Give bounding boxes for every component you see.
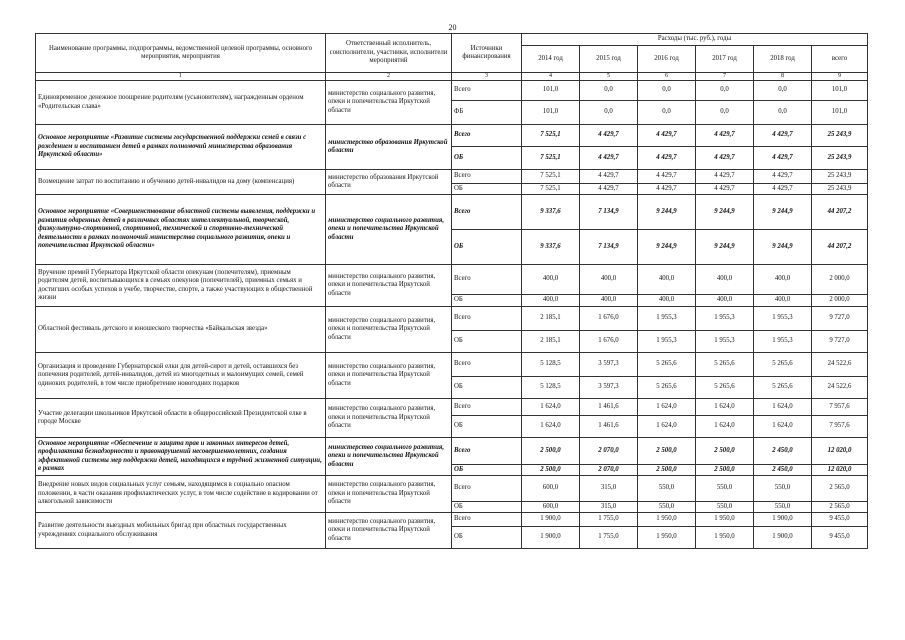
total-value: 44 207,2 [812, 195, 868, 230]
column-index: 2 [326, 73, 452, 81]
year-value: 400,0 [754, 265, 812, 295]
column-index: 6 [638, 73, 696, 81]
total-value: 2 000,0 [812, 265, 868, 295]
year-value: 2 070,0 [580, 438, 638, 465]
year-value: 5 128,5 [522, 353, 580, 377]
year-value: 4 429,7 [638, 170, 696, 184]
funding-source: Всего [452, 265, 522, 295]
year-value: 1 624,0 [522, 416, 580, 438]
table-row [36, 438, 868, 465]
year-value: 4 429,7 [754, 125, 812, 147]
year-value: 7 525,1 [522, 147, 580, 170]
executor: министерство социального развития, опеки и попечительства Иркутской области [326, 195, 452, 265]
year-value: 2 185,1 [522, 331, 580, 353]
year-value: 2 500,0 [522, 438, 580, 465]
funding-source: ОБ [452, 230, 522, 265]
year-value: 4 429,7 [638, 184, 696, 195]
funding-source: ОБ [452, 184, 522, 195]
funding-source: Всего [452, 399, 522, 416]
year-value: 4 429,7 [696, 147, 754, 170]
executor: министерство социального развития, опеки и попечительства Иркутской области [326, 513, 452, 549]
year-value: 2 500,0 [638, 465, 696, 476]
funding-source: Всего [452, 476, 522, 502]
year-value: 2 500,0 [696, 438, 754, 465]
funding-source: ОБ [452, 502, 522, 513]
year-value: 1 900,0 [754, 513, 812, 527]
year-value: 1 955,3 [638, 331, 696, 353]
funding-source: Всего [452, 438, 522, 465]
header-name: Наименование программы, подпрограммы, ведомственной целевой программы, основного мероприятия, мероприятия [36, 34, 326, 73]
measure-name: Вручение премий Губернатора Иркутской области опекунам (попечителям), приемным родителям детей, воспитывающихся в семьях опекунов (попечителей), приемных семьях и достигших особых успехов в учебе, творчестве, спорте, а также участвующих в общественной жизни [36, 265, 326, 307]
year-value: 2 450,0 [754, 465, 812, 476]
year-value: 1 461,6 [580, 416, 638, 438]
year-value: 4 429,7 [580, 184, 638, 195]
year-value: 0,0 [580, 81, 638, 101]
measure-name: Областной фестиваль детского и юношеского творчества «Байкальская звезда» [36, 307, 326, 353]
year-value: 0,0 [754, 101, 812, 125]
year-value: 1 950,0 [696, 527, 754, 549]
total-value: 101,0 [812, 101, 868, 125]
column-index: 8 [754, 73, 812, 81]
executor: министерство образования Иркутской области [326, 170, 452, 195]
executor: министерство социального развития, опеки и попечительства Иркутской области [326, 476, 452, 513]
column-index: 4 [522, 73, 580, 81]
measure-name: Основное мероприятие «Обеспечение и защита прав и законных интересов детей, профилактика безнадзорности и правонарушений несовершеннолетних, создания эффективной системы мер поддержки детей, находящихся в трудной жизненной ситуации, в рамках [36, 438, 326, 476]
funding-source: ОБ [452, 377, 522, 399]
total-value: 7 957,6 [812, 416, 868, 438]
year-value: 1 624,0 [754, 416, 812, 438]
year-value: 1 624,0 [638, 416, 696, 438]
funding-source: Всего [452, 513, 522, 527]
funding-source: Всего [452, 307, 522, 331]
table-row [36, 81, 868, 101]
year-value: 400,0 [522, 295, 580, 307]
year-value: 2 070,0 [580, 465, 638, 476]
year-value: 0,0 [754, 81, 812, 101]
measure-name: Основное мероприятие «Развитие системы государственной поддержки семей в связи с рождением и воспитанием детей в рамках полномочий министерства образования Иркутской области» [36, 125, 326, 170]
total-value: 9 727,0 [812, 307, 868, 331]
year-value: 3 597,3 [580, 353, 638, 377]
table-row [36, 399, 868, 416]
year-value: 1 955,3 [754, 307, 812, 331]
executor: министерство образования Иркутской области [326, 125, 452, 170]
table-row [36, 170, 868, 184]
year-value: 550,0 [638, 502, 696, 513]
year-value: 4 429,7 [696, 170, 754, 184]
column-index: 1 [36, 73, 326, 81]
table-row [36, 265, 868, 295]
total-value: 25 243,9 [812, 147, 868, 170]
year-value: 5 265,6 [754, 353, 812, 377]
funding-source: ОБ [452, 416, 522, 438]
measure-name: Основное мероприятие «Совершенствование областной системы выявления, поддержки и развития одаренных детей в различных областях интеллектуальной, творческой, физкультурно-спортивной, спортивной, технической и спортивно-технической деятельности в рамках полномочий министерства социального развития, опеки и попечительства Иркутской области» [36, 195, 326, 265]
year-value: 400,0 [754, 295, 812, 307]
total-value: 24 522,6 [812, 353, 868, 377]
total-value: 2 565,0 [812, 476, 868, 502]
year-value: 1 755,0 [580, 513, 638, 527]
year-value: 1 755,0 [580, 527, 638, 549]
total-value: 9 455,0 [812, 513, 868, 527]
total-value: 2 000,0 [812, 295, 868, 307]
year-value: 9 244,9 [696, 230, 754, 265]
table-row [36, 195, 868, 230]
total-value: 9 727,0 [812, 331, 868, 353]
year-value: 4 429,7 [638, 147, 696, 170]
year-value: 1 676,0 [580, 307, 638, 331]
year-value: 3 597,3 [580, 377, 638, 399]
column-index: 5 [580, 73, 638, 81]
year-value: 1 955,3 [696, 331, 754, 353]
header-year: 2015 год [580, 46, 638, 73]
table-row [36, 307, 868, 331]
year-value: 400,0 [580, 265, 638, 295]
executor: министерство социального развития, опеки и попечительства Иркутской области [326, 438, 452, 476]
header-expenses: Расходы (тыс. руб.), годы [522, 34, 868, 46]
year-value: 101,0 [522, 81, 580, 101]
year-value: 9 244,9 [696, 195, 754, 230]
year-value: 1 950,0 [638, 527, 696, 549]
funding-source: ОБ [452, 295, 522, 307]
year-value: 7 525,1 [522, 170, 580, 184]
year-value: 2 450,0 [754, 438, 812, 465]
year-value: 2 500,0 [696, 465, 754, 476]
year-value: 1 900,0 [522, 527, 580, 549]
total-value: 12 020,0 [812, 465, 868, 476]
year-value: 1 900,0 [754, 527, 812, 549]
year-value: 400,0 [638, 265, 696, 295]
funding-source: ОБ [452, 527, 522, 549]
header-year: 2016 год [638, 46, 696, 73]
year-value: 0,0 [638, 101, 696, 125]
year-value: 5 265,6 [696, 353, 754, 377]
year-value: 1 955,3 [754, 331, 812, 353]
total-value: 9 455,0 [812, 527, 868, 549]
header-total: всего [812, 46, 868, 73]
total-value: 25 243,9 [812, 184, 868, 195]
total-value: 7 957,6 [812, 399, 868, 416]
year-value: 5 265,6 [696, 377, 754, 399]
total-value: 44 207,2 [812, 230, 868, 265]
total-value: 101,0 [812, 81, 868, 101]
year-value: 2 185,1 [522, 307, 580, 331]
funding-source: ОБ [452, 147, 522, 170]
column-index: 3 [452, 73, 522, 81]
year-value: 9 337,6 [522, 195, 580, 230]
year-value: 7 134,9 [580, 195, 638, 230]
executor: министерство социального развития, опеки и попечительства Иркутской области [326, 81, 452, 125]
table-row [36, 125, 868, 147]
year-value: 400,0 [580, 295, 638, 307]
year-value: 550,0 [696, 502, 754, 513]
total-value: 25 243,9 [812, 125, 868, 147]
year-value: 9 244,9 [638, 195, 696, 230]
year-value: 2 500,0 [522, 465, 580, 476]
year-value: 400,0 [696, 295, 754, 307]
expenses-table [35, 33, 868, 549]
total-value: 24 522,6 [812, 377, 868, 399]
year-value: 4 429,7 [754, 147, 812, 170]
year-value: 1 950,0 [696, 513, 754, 527]
header-year: 2018 год [754, 46, 812, 73]
measure-name: Единовременное денежное поощрение родителям (усыновителям), награжденным орденом «Родительская слава» [36, 81, 326, 125]
funding-source: Всего [452, 125, 522, 147]
year-value: 0,0 [696, 81, 754, 101]
table-row [36, 353, 868, 377]
year-value: 7 134,9 [580, 230, 638, 265]
header-source: Источники финансирования [452, 34, 522, 73]
year-value: 0,0 [696, 101, 754, 125]
year-value: 5 265,6 [638, 377, 696, 399]
year-value: 4 429,7 [696, 125, 754, 147]
year-value: 1 624,0 [522, 399, 580, 416]
year-value: 1 955,3 [638, 307, 696, 331]
year-value: 5 128,5 [522, 377, 580, 399]
year-value: 4 429,7 [754, 184, 812, 195]
year-value: 1 624,0 [696, 416, 754, 438]
executor: министерство социального развития, опеки и попечительства Иркутской области [326, 307, 452, 353]
measure-name: Возмещение затрат по воспитанию и обучению детей-инвалидов на дому (компенсация) [36, 170, 326, 195]
year-value: 550,0 [754, 476, 812, 502]
year-value: 1 676,0 [580, 331, 638, 353]
column-index: 9 [812, 73, 868, 81]
year-value: 550,0 [696, 476, 754, 502]
year-value: 400,0 [638, 295, 696, 307]
funding-source: ОБ [452, 331, 522, 353]
year-value: 101,0 [522, 101, 580, 125]
funding-source: Всего [452, 170, 522, 184]
year-value: 0,0 [580, 101, 638, 125]
table-row [36, 513, 868, 527]
funding-source: ФБ [452, 101, 522, 125]
executor: министерство социального развития, опеки и попечительства Иркутской области [326, 265, 452, 307]
table-row [36, 476, 868, 502]
year-value: 9 337,6 [522, 230, 580, 265]
column-index: 7 [696, 73, 754, 81]
year-value: 5 265,6 [754, 377, 812, 399]
year-value: 7 525,1 [522, 184, 580, 195]
year-value: 5 265,6 [638, 353, 696, 377]
total-value: 12 020,0 [812, 438, 868, 465]
measure-name: Внедрение новых видов социальных услуг семьям, находящимся в социально опасном положении, в части оказания профилактических услуг, в том числе содействие в кодировании от алкогольной зависимости [36, 476, 326, 513]
funding-source: ОБ [452, 465, 522, 476]
year-value: 9 244,9 [754, 195, 812, 230]
measure-name: Развитие деятельности выездных мобильных бригад при областных государственных учреждениях социального обслуживания [36, 513, 326, 549]
measure-name: Организация и проведение Губернаторской елки для детей-сирот и детей, оставшихся без попечения родителей, детей-инвалидов, детей из многодетных и малоимущих семей, семей одиноких родителей, в том числе приобретение новогодних подарков [36, 353, 326, 399]
year-value: 1 461,6 [580, 399, 638, 416]
year-value: 1 955,3 [696, 307, 754, 331]
year-value: 1 624,0 [696, 399, 754, 416]
year-value: 315,0 [580, 476, 638, 502]
year-value: 600,0 [522, 502, 580, 513]
funding-source: Всего [452, 353, 522, 377]
funding-source: Всего [452, 81, 522, 101]
year-value: 2 500,0 [638, 438, 696, 465]
year-value: 0,0 [638, 81, 696, 101]
measure-name: Участие делегации школьников Иркутской области в общероссийской Президентской елке в городе Москве [36, 399, 326, 438]
total-value: 2 565,0 [812, 502, 868, 513]
year-value: 600,0 [522, 476, 580, 502]
year-value: 4 429,7 [696, 184, 754, 195]
total-value: 25 243,9 [812, 170, 868, 184]
year-value: 4 429,7 [754, 170, 812, 184]
year-value: 400,0 [522, 265, 580, 295]
page-number: 20 [448, 23, 457, 32]
year-value: 4 429,7 [580, 147, 638, 170]
year-value: 9 244,9 [638, 230, 696, 265]
year-value: 1 624,0 [638, 399, 696, 416]
table-body [36, 81, 868, 549]
year-value: 1 624,0 [754, 399, 812, 416]
year-value: 550,0 [754, 502, 812, 513]
header-year: 2017 год [696, 46, 754, 73]
year-value: 550,0 [638, 476, 696, 502]
year-value: 4 429,7 [580, 170, 638, 184]
year-value: 4 429,7 [580, 125, 638, 147]
header-executor: Ответственный исполнитель, соисполнители, участники, исполнители мероприятий [326, 34, 452, 73]
header-year: 2014 год [522, 46, 580, 73]
year-value: 1 950,0 [638, 513, 696, 527]
year-value: 7 525,1 [522, 125, 580, 147]
funding-source: Всего [452, 195, 522, 230]
year-value: 1 900,0 [522, 513, 580, 527]
year-value: 400,0 [696, 265, 754, 295]
executor: министерство социального развития, опеки и попечительства Иркутской области [326, 399, 452, 438]
year-value: 315,0 [580, 502, 638, 513]
year-value: 4 429,7 [638, 125, 696, 147]
executor: министерство социального развития, опеки и попечительства Иркутской области [326, 353, 452, 399]
year-value: 9 244,9 [754, 230, 812, 265]
